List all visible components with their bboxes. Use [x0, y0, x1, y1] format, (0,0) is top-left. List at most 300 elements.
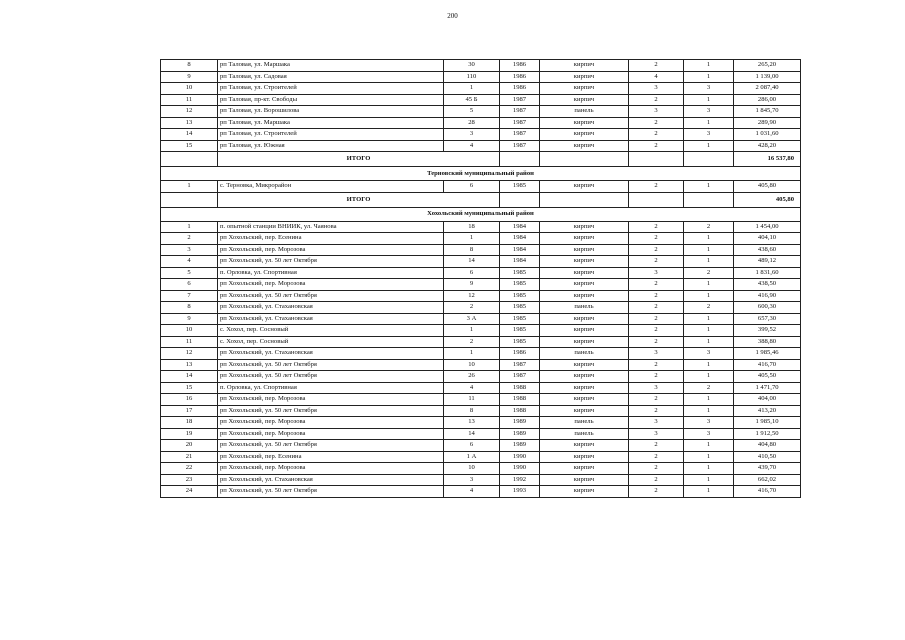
- cell-entrances: 1: [684, 60, 734, 72]
- cell-building-number: 8: [444, 405, 500, 417]
- cell-build-year: 1986: [500, 83, 540, 95]
- cell-address: рп Хохольский, ул. Стахановская: [218, 348, 444, 360]
- cell-address: рп Таловая, ул. Строителей: [218, 83, 444, 95]
- cell-address: рп Хохольский, ул. Стахановская: [218, 474, 444, 486]
- cell-building-number: 1 А: [444, 451, 500, 463]
- table-row: [161, 290, 801, 302]
- cell-area: 286,00: [734, 94, 801, 106]
- cell-address: рп Таловая, ул. Ворошилова: [218, 106, 444, 118]
- cell-floors: 3: [629, 417, 684, 429]
- total-value: 405,80: [734, 192, 801, 207]
- table-row: [161, 405, 801, 417]
- cell-build-year: 1988: [500, 405, 540, 417]
- cell-entrances: 1: [684, 405, 734, 417]
- cell-build-year: 1985: [500, 290, 540, 302]
- empty-cell: [161, 192, 218, 207]
- cell-wall-material: кирпич: [540, 140, 629, 152]
- cell-floors: 2: [629, 140, 684, 152]
- cell-entrances: 3: [684, 428, 734, 440]
- cell-area: 405,80: [734, 181, 801, 193]
- cell-wall-material: кирпич: [540, 290, 629, 302]
- cell-row-number: 17: [161, 405, 218, 417]
- cell-area: 600,30: [734, 302, 801, 314]
- table-row: [161, 451, 801, 463]
- cell-floors: 2: [629, 486, 684, 498]
- cell-wall-material: панель: [540, 428, 629, 440]
- cell-entrances: 1: [684, 486, 734, 498]
- cell-entrances: 1: [684, 290, 734, 302]
- cell-row-number: 15: [161, 140, 218, 152]
- cell-address: рп Хохольский, пер. Морозова: [218, 279, 444, 291]
- cell-floors: 3: [629, 382, 684, 394]
- cell-entrances: 1: [684, 313, 734, 325]
- table-row: [161, 474, 801, 486]
- cell-build-year: 1990: [500, 463, 540, 475]
- cell-entrances: 1: [684, 394, 734, 406]
- cell-building-number: 4: [444, 486, 500, 498]
- cell-area: 416,70: [734, 359, 801, 371]
- cell-building-number: 8: [444, 244, 500, 256]
- cell-area: 2 087,40: [734, 83, 801, 95]
- cell-entrances: 1: [684, 463, 734, 475]
- cell-floors: 2: [629, 394, 684, 406]
- district-title: Терновский муниципальный район: [161, 167, 801, 181]
- table-row: [161, 440, 801, 452]
- cell-wall-material: панель: [540, 302, 629, 314]
- housing-table: [160, 59, 801, 498]
- table-body: [161, 60, 801, 498]
- cell-building-number: 1: [444, 325, 500, 337]
- cell-row-number: 22: [161, 463, 218, 475]
- table-row: [161, 313, 801, 325]
- cell-building-number: 110: [444, 71, 500, 83]
- cell-building-number: 4: [444, 382, 500, 394]
- cell-floors: 2: [629, 371, 684, 383]
- cell-building-number: 13: [444, 417, 500, 429]
- cell-row-number: 8: [161, 60, 218, 72]
- cell-floors: 3: [629, 106, 684, 118]
- cell-floors: 2: [629, 290, 684, 302]
- table-row: [161, 233, 801, 245]
- cell-row-number: 14: [161, 129, 218, 141]
- cell-area: 416,70: [734, 486, 801, 498]
- cell-building-number: 14: [444, 256, 500, 268]
- cell-address: рп Хохольский, пер. Есенина: [218, 451, 444, 463]
- cell-row-number: 7: [161, 290, 218, 302]
- cell-area: 404,00: [734, 394, 801, 406]
- cell-build-year: 1990: [500, 451, 540, 463]
- cell-entrances: 1: [684, 336, 734, 348]
- total-row: [161, 152, 801, 167]
- cell-entrances: 1: [684, 140, 734, 152]
- cell-area: 1 845,70: [734, 106, 801, 118]
- cell-entrances: 1: [684, 244, 734, 256]
- table-row: [161, 382, 801, 394]
- cell-building-number: 45 Б: [444, 94, 500, 106]
- cell-wall-material: кирпич: [540, 244, 629, 256]
- cell-row-number: 19: [161, 428, 218, 440]
- cell-area: 410,50: [734, 451, 801, 463]
- cell-building-number: 9: [444, 279, 500, 291]
- cell-wall-material: кирпич: [540, 359, 629, 371]
- cell-floors: 2: [629, 117, 684, 129]
- table-row: [161, 486, 801, 498]
- table-row: [161, 71, 801, 83]
- cell-area: 405,50: [734, 371, 801, 383]
- empty-cell: [540, 192, 629, 207]
- cell-address: рп Таловая, ул. Маршака: [218, 60, 444, 72]
- empty-cell: [161, 152, 218, 167]
- cell-entrances: 2: [684, 302, 734, 314]
- cell-wall-material: кирпич: [540, 256, 629, 268]
- cell-address: рп Хохольский, ул. 50 лет Октября: [218, 440, 444, 452]
- table-row: [161, 394, 801, 406]
- cell-area: 1 985,46: [734, 348, 801, 360]
- empty-cell: [629, 152, 684, 167]
- table-row: [161, 221, 801, 233]
- cell-building-number: 28: [444, 117, 500, 129]
- cell-row-number: 9: [161, 71, 218, 83]
- cell-row-number: 2: [161, 233, 218, 245]
- cell-wall-material: панель: [540, 417, 629, 429]
- table-row: [161, 117, 801, 129]
- cell-row-number: 13: [161, 117, 218, 129]
- cell-entrances: 1: [684, 233, 734, 245]
- cell-build-year: 1984: [500, 244, 540, 256]
- cell-floors: 2: [629, 474, 684, 486]
- cell-address: п. Орловка, ул. Спортивная: [218, 267, 444, 279]
- cell-wall-material: кирпич: [540, 221, 629, 233]
- cell-row-number: 15: [161, 382, 218, 394]
- cell-wall-material: кирпич: [540, 405, 629, 417]
- cell-build-year: 1989: [500, 440, 540, 452]
- cell-wall-material: кирпич: [540, 181, 629, 193]
- cell-wall-material: кирпич: [540, 83, 629, 95]
- cell-entrances: 1: [684, 71, 734, 83]
- cell-entrances: 3: [684, 83, 734, 95]
- empty-cell: [684, 192, 734, 207]
- cell-row-number: 24: [161, 486, 218, 498]
- cell-address: рп Таловая, ул. Строителей: [218, 129, 444, 141]
- cell-area: 1 471,70: [734, 382, 801, 394]
- table-row: [161, 106, 801, 118]
- cell-address: рп Хохольский, ул. Стахановская: [218, 313, 444, 325]
- cell-wall-material: кирпич: [540, 279, 629, 291]
- cell-address: рп Хохольский, ул. 50 лет Октября: [218, 371, 444, 383]
- table-row: [161, 463, 801, 475]
- cell-address: рп Хохольский, пер. Морозова: [218, 463, 444, 475]
- cell-floors: 2: [629, 463, 684, 475]
- cell-row-number: 3: [161, 244, 218, 256]
- cell-address: рп Хохольский, ул. 50 лет Октября: [218, 290, 444, 302]
- cell-row-number: 23: [161, 474, 218, 486]
- table-row: [161, 60, 801, 72]
- cell-building-number: 12: [444, 290, 500, 302]
- cell-building-number: 1: [444, 83, 500, 95]
- cell-entrances: 1: [684, 181, 734, 193]
- cell-floors: 2: [629, 359, 684, 371]
- cell-row-number: 1: [161, 221, 218, 233]
- district-title: Хохольский муниципальный район: [161, 207, 801, 221]
- cell-build-year: 1985: [500, 313, 540, 325]
- cell-area: 1 454,00: [734, 221, 801, 233]
- cell-floors: 2: [629, 302, 684, 314]
- cell-row-number: 10: [161, 325, 218, 337]
- cell-building-number: 14: [444, 428, 500, 440]
- cell-entrances: 1: [684, 371, 734, 383]
- cell-area: 662,02: [734, 474, 801, 486]
- total-label: ИТОГО: [218, 152, 500, 167]
- cell-building-number: 6: [444, 181, 500, 193]
- cell-build-year: 1987: [500, 129, 540, 141]
- cell-building-number: 26: [444, 371, 500, 383]
- cell-row-number: 20: [161, 440, 218, 452]
- cell-building-number: 3: [444, 129, 500, 141]
- cell-floors: 2: [629, 181, 684, 193]
- cell-area: 1 912,50: [734, 428, 801, 440]
- cell-wall-material: кирпич: [540, 233, 629, 245]
- cell-entrances: 1: [684, 325, 734, 337]
- cell-area: 404,80: [734, 440, 801, 452]
- cell-floors: 2: [629, 233, 684, 245]
- cell-wall-material: кирпич: [540, 313, 629, 325]
- table-row: [161, 129, 801, 141]
- cell-building-number: 1: [444, 348, 500, 360]
- table-row: [161, 428, 801, 440]
- cell-build-year: 1987: [500, 106, 540, 118]
- cell-floors: 2: [629, 256, 684, 268]
- cell-entrances: 1: [684, 256, 734, 268]
- cell-build-year: 1986: [500, 60, 540, 72]
- cell-area: 413,20: [734, 405, 801, 417]
- table-row: [161, 279, 801, 291]
- cell-area: 289,90: [734, 117, 801, 129]
- cell-build-year: 1987: [500, 359, 540, 371]
- cell-building-number: 30: [444, 60, 500, 72]
- cell-entrances: 1: [684, 474, 734, 486]
- cell-build-year: 1986: [500, 71, 540, 83]
- cell-row-number: 9: [161, 313, 218, 325]
- cell-floors: 2: [629, 336, 684, 348]
- cell-building-number: 1: [444, 233, 500, 245]
- table-row: [161, 256, 801, 268]
- cell-build-year: 1985: [500, 267, 540, 279]
- cell-build-year: 1988: [500, 394, 540, 406]
- cell-build-year: 1987: [500, 94, 540, 106]
- district-header-row: [161, 207, 801, 221]
- cell-row-number: 14: [161, 371, 218, 383]
- cell-row-number: 21: [161, 451, 218, 463]
- cell-building-number: 4: [444, 140, 500, 152]
- cell-address: рп Хохольский, пер. Морозова: [218, 428, 444, 440]
- table-row: [161, 244, 801, 256]
- page-number: 200: [447, 12, 458, 20]
- cell-area: 428,20: [734, 140, 801, 152]
- table-row: [161, 94, 801, 106]
- cell-row-number: 18: [161, 417, 218, 429]
- cell-wall-material: кирпич: [540, 382, 629, 394]
- cell-area: 1 985,10: [734, 417, 801, 429]
- table-row: [161, 336, 801, 348]
- cell-address: рп Хохольский, ул. Стахановская: [218, 302, 444, 314]
- cell-wall-material: кирпич: [540, 474, 629, 486]
- district-header-row: [161, 167, 801, 181]
- cell-area: 404,10: [734, 233, 801, 245]
- cell-wall-material: кирпич: [540, 71, 629, 83]
- cell-entrances: 2: [684, 267, 734, 279]
- cell-building-number: 2: [444, 336, 500, 348]
- cell-build-year: 1984: [500, 221, 540, 233]
- cell-floors: 3: [629, 83, 684, 95]
- cell-row-number: 13: [161, 359, 218, 371]
- cell-wall-material: кирпич: [540, 463, 629, 475]
- cell-address: рп Таловая, ул. Садовая: [218, 71, 444, 83]
- cell-entrances: 3: [684, 129, 734, 141]
- cell-wall-material: кирпич: [540, 325, 629, 337]
- cell-floors: 2: [629, 129, 684, 141]
- cell-address: п. Орловка, ул. Спортивная: [218, 382, 444, 394]
- table-row: [161, 325, 801, 337]
- cell-wall-material: кирпич: [540, 336, 629, 348]
- cell-floors: 2: [629, 244, 684, 256]
- cell-entrances: 3: [684, 106, 734, 118]
- cell-row-number: 10: [161, 83, 218, 95]
- cell-row-number: 12: [161, 348, 218, 360]
- cell-build-year: 1984: [500, 233, 540, 245]
- cell-wall-material: кирпич: [540, 117, 629, 129]
- cell-wall-material: кирпич: [540, 94, 629, 106]
- cell-area: 1 139,00: [734, 71, 801, 83]
- cell-address: рп Хохольский, пер. Есенина: [218, 233, 444, 245]
- cell-wall-material: панель: [540, 106, 629, 118]
- cell-address: рп Таловая, пр-кт. Свободы: [218, 94, 444, 106]
- cell-build-year: 1984: [500, 256, 540, 268]
- cell-floors: 3: [629, 267, 684, 279]
- cell-area: 657,30: [734, 313, 801, 325]
- cell-row-number: 8: [161, 302, 218, 314]
- cell-floors: 2: [629, 313, 684, 325]
- cell-build-year: 1993: [500, 486, 540, 498]
- cell-floors: 2: [629, 405, 684, 417]
- cell-address: рп Хохольский, ул. 50 лет Октября: [218, 405, 444, 417]
- cell-address: с. Терновка, Микрорайон: [218, 181, 444, 193]
- cell-row-number: 4: [161, 256, 218, 268]
- cell-row-number: 16: [161, 394, 218, 406]
- cell-address: рп Хохольский, пер. Морозова: [218, 417, 444, 429]
- table-row: [161, 359, 801, 371]
- table-row: [161, 267, 801, 279]
- cell-address: рп Хохольский, ул. 50 лет Октября: [218, 256, 444, 268]
- cell-area: 438,60: [734, 244, 801, 256]
- cell-wall-material: кирпич: [540, 267, 629, 279]
- cell-floors: 2: [629, 440, 684, 452]
- empty-cell: [684, 152, 734, 167]
- cell-build-year: 1989: [500, 417, 540, 429]
- cell-address: рп Хохольский, пер. Морозова: [218, 394, 444, 406]
- cell-address: рп Таловая, ул. Маршака: [218, 117, 444, 129]
- cell-address: рп Хохольский, ул. 50 лет Октября: [218, 486, 444, 498]
- cell-building-number: 6: [444, 440, 500, 452]
- empty-cell: [500, 152, 540, 167]
- cell-build-year: 1987: [500, 117, 540, 129]
- cell-area: 438,50: [734, 279, 801, 291]
- cell-build-year: 1986: [500, 348, 540, 360]
- cell-build-year: 1987: [500, 140, 540, 152]
- cell-area: 1 031,60: [734, 129, 801, 141]
- cell-address: с. Хохол, пер. Сосновый: [218, 325, 444, 337]
- cell-building-number: 18: [444, 221, 500, 233]
- cell-wall-material: кирпич: [540, 451, 629, 463]
- cell-area: 1 831,60: [734, 267, 801, 279]
- cell-row-number: 1: [161, 181, 218, 193]
- cell-wall-material: кирпич: [540, 60, 629, 72]
- cell-row-number: 11: [161, 94, 218, 106]
- cell-building-number: 5: [444, 106, 500, 118]
- cell-area: 265,20: [734, 60, 801, 72]
- cell-row-number: 6: [161, 279, 218, 291]
- cell-area: 399,52: [734, 325, 801, 337]
- cell-build-year: 1992: [500, 474, 540, 486]
- cell-entrances: 3: [684, 348, 734, 360]
- cell-row-number: 11: [161, 336, 218, 348]
- cell-area: 439,70: [734, 463, 801, 475]
- cell-build-year: 1987: [500, 371, 540, 383]
- cell-building-number: 10: [444, 463, 500, 475]
- cell-address: с. Хохол, пер. Сосновый: [218, 336, 444, 348]
- cell-entrances: 1: [684, 440, 734, 452]
- cell-address: п. опытной станции ВНИИК, ул. Чаянова: [218, 221, 444, 233]
- table-row: [161, 371, 801, 383]
- cell-building-number: 11: [444, 394, 500, 406]
- cell-address: рп Хохольский, пер. Морозова: [218, 244, 444, 256]
- cell-area: 388,80: [734, 336, 801, 348]
- cell-area: 489,12: [734, 256, 801, 268]
- cell-entrances: 1: [684, 117, 734, 129]
- cell-floors: 2: [629, 60, 684, 72]
- cell-building-number: 3: [444, 474, 500, 486]
- cell-entrances: 2: [684, 382, 734, 394]
- cell-build-year: 1989: [500, 428, 540, 440]
- cell-entrances: 2: [684, 221, 734, 233]
- cell-floors: 2: [629, 325, 684, 337]
- cell-building-number: 2: [444, 302, 500, 314]
- cell-floors: 4: [629, 71, 684, 83]
- cell-building-number: 6: [444, 267, 500, 279]
- empty-cell: [500, 192, 540, 207]
- cell-row-number: 12: [161, 106, 218, 118]
- cell-area: 416,90: [734, 290, 801, 302]
- cell-wall-material: панель: [540, 348, 629, 360]
- cell-entrances: 1: [684, 279, 734, 291]
- cell-address: рп Таловая, ул. Южная: [218, 140, 444, 152]
- cell-build-year: 1985: [500, 325, 540, 337]
- cell-entrances: 3: [684, 417, 734, 429]
- table-row: [161, 417, 801, 429]
- cell-build-year: 1985: [500, 181, 540, 193]
- total-label: ИТОГО: [218, 192, 500, 207]
- total-row: [161, 192, 801, 207]
- cell-wall-material: кирпич: [540, 371, 629, 383]
- empty-cell: [629, 192, 684, 207]
- cell-build-year: 1985: [500, 302, 540, 314]
- table-row: [161, 302, 801, 314]
- cell-build-year: 1988: [500, 382, 540, 394]
- empty-cell: [540, 152, 629, 167]
- table-row: [161, 83, 801, 95]
- cell-floors: 2: [629, 279, 684, 291]
- cell-address: рп Хохольский, ул. 50 лет Октября: [218, 359, 444, 371]
- cell-floors: 3: [629, 348, 684, 360]
